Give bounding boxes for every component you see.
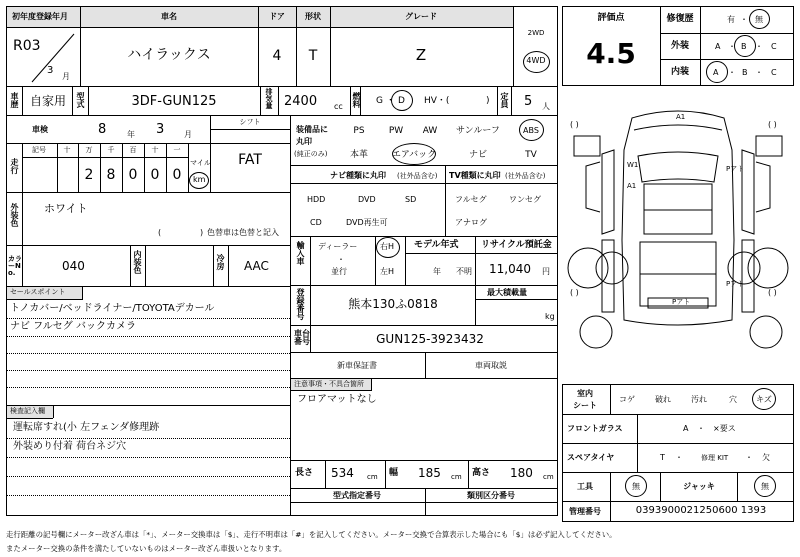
first-reg-label: 初年度登録年月 <box>12 12 68 21</box>
interior-c: C <box>771 68 777 77</box>
shape-label: 形状 <box>305 12 321 21</box>
diagram-bracket-bl: ( ) <box>570 288 579 297</box>
jack-value: 無 <box>761 482 769 491</box>
inspection-month-unit: 月 <box>184 130 192 139</box>
navi-type-note: (社外品含む) <box>397 172 438 180</box>
first-reg-month: 3 <box>47 65 54 76</box>
displacement-value: 2400 <box>284 94 318 109</box>
seat-item-2: 破れ <box>655 395 671 404</box>
footer-line-1: 走行距離の記号欄にメーター改ざん車は「*」、メーター交換車は「$」、走行不明車は「#」を記入してください。メーター交換で合算表示した場合にも「$」は必ず記入してください。 <box>6 530 617 539</box>
tv-type-note: (社外品含む) <box>505 172 546 180</box>
seat-item-4: 穴 <box>729 395 737 404</box>
drive-4wd: 4WD <box>526 56 546 65</box>
repair-label: 修復歴 <box>666 14 694 24</box>
diagram-a1-top: A1 <box>676 113 686 121</box>
diagram-bracket-br: ( ) <box>768 288 777 297</box>
inspection-label: 車検 <box>32 125 48 134</box>
interior-b: B <box>742 68 748 77</box>
diagram-w1: W1 <box>627 161 639 169</box>
fuel-hv: HV・( <box>424 96 450 106</box>
car-diagram <box>562 90 794 380</box>
fuel-dot: ・ <box>386 96 396 106</box>
navi-hdd: HDD <box>307 195 326 204</box>
fuel-label: 燃料 <box>352 92 361 108</box>
ac-label: 冷房 <box>216 254 225 270</box>
width-label: 幅 <box>389 468 399 478</box>
mileage-digit-5: 0 <box>172 167 182 183</box>
seat-label-1: 室内 <box>577 389 593 398</box>
capacity-value: 5 <box>524 94 533 109</box>
registration-label: 登録番号 <box>296 288 305 320</box>
repair-dot: ・ <box>740 15 748 24</box>
color-value: ホワイト <box>44 202 88 215</box>
equip-leather: 本革 <box>349 150 369 160</box>
mileage-digit-2: 8 <box>106 167 116 183</box>
mileage-digit-3: 0 <box>128 167 138 183</box>
score-label: 評価点 <box>597 13 625 23</box>
top-header-bg <box>7 7 513 27</box>
height-value: 180 <box>510 466 533 480</box>
mileage-col-5: 十 <box>151 146 159 154</box>
type-value: 3DF-GUN125 <box>131 94 217 109</box>
chassis-value: GUN125-3923432 <box>376 332 484 346</box>
interior-dot-1: ・ <box>728 68 736 77</box>
color-paren-open: ( <box>158 228 162 237</box>
equip-ps: PS <box>353 126 365 136</box>
import-right-h: 右H <box>380 242 395 251</box>
exterior-label: 外装 <box>670 41 690 51</box>
mileage-col-2: 万 <box>85 146 93 154</box>
manual-doc: 車両取説 <box>475 361 507 370</box>
model-name: ハイラックス <box>127 47 211 63</box>
notes-value: フロアマットなし <box>297 394 377 405</box>
glass-x: ×要ス <box>713 424 736 433</box>
inspection-year: 8 <box>98 122 107 137</box>
mileage-digit-1: 2 <box>84 167 94 183</box>
first-reg-month-unit: 月 <box>62 72 70 81</box>
notes-label: 注意事項・不具合箇所 <box>294 380 364 388</box>
height-label: 高さ <box>472 468 491 478</box>
sales-label: セールスポイント <box>10 288 66 296</box>
diagram-p-right-top: Pアト <box>726 165 745 173</box>
sales-line-1: トノカバー/ベッドライナー/TOYOTAデカール <box>10 303 215 314</box>
seat-item-5: キズ <box>756 395 772 404</box>
exterior-dot-2: ・ <box>755 42 763 51</box>
width-cm: cm <box>451 473 462 481</box>
equip-airbag: エアバック <box>391 150 437 160</box>
inspector-line-1: 運転席すれ(小 左フェンダ修理跡 <box>13 422 160 433</box>
equipment-label-2: 丸印 <box>296 137 312 146</box>
interior-a: A <box>713 68 719 77</box>
height-cm: cm <box>543 473 554 481</box>
designation-label: 型式指定番号 <box>333 491 381 500</box>
grade-label: グレード <box>405 12 437 21</box>
fuel-d: D <box>398 96 405 106</box>
interior-dot-2: ・ <box>755 68 763 77</box>
inspection-year-unit: 年 <box>127 130 135 139</box>
glass-mid: ・ <box>697 424 705 433</box>
diagram-a1-side: A1 <box>627 182 637 190</box>
tv-analog: アナログ <box>455 218 487 227</box>
jack-label: ジャッキ <box>683 482 715 491</box>
mileage-col-3: 千 <box>107 146 115 154</box>
length-label: 長さ <box>295 468 314 478</box>
mileage-label: 走行 <box>10 158 19 174</box>
displacement-label: 排気量 <box>265 88 273 109</box>
mileage-col-4: 百 <box>129 146 137 154</box>
exterior-dot-1: ・ <box>728 42 736 51</box>
seat-item-1: コゲ <box>619 395 635 404</box>
recycle-yen: 円 <box>542 267 550 276</box>
repair-yes: 有 <box>727 15 735 24</box>
import-label: 輸入車 <box>296 241 305 265</box>
equip-navi: ナビ <box>468 150 488 160</box>
mileage-col-1: 十 <box>63 146 71 154</box>
navi-sd: SD <box>405 195 417 204</box>
ac-value: AAC <box>244 259 269 273</box>
exterior-c: C <box>771 42 777 51</box>
model-year-unit: 年 <box>433 267 441 276</box>
seat-item-3: 汚れ <box>691 395 707 404</box>
equip-abs: ABS <box>523 126 539 135</box>
cc-unit: cc <box>334 102 343 111</box>
category-label: 類別区分番号 <box>467 491 515 500</box>
import-dot: ・ <box>337 255 345 264</box>
mileage-digit-4: 0 <box>150 167 160 183</box>
recycle-value: 11,040 <box>489 262 531 276</box>
shift-value: FAT <box>238 152 262 168</box>
inspector-label: 検査記入欄 <box>10 407 45 415</box>
exterior-b: B <box>741 42 747 51</box>
model-name-label: 車名 <box>161 12 177 21</box>
spare-label: スペアタイヤ <box>567 453 615 462</box>
spare-dot: ・ <box>745 453 753 462</box>
max-load-kg: kg <box>545 312 555 321</box>
mileage-km: km <box>193 175 206 184</box>
footer-line-2: またメーター交換の条件を満たしていないものはメーター改ざん車扱いとなります。 <box>6 544 287 553</box>
tools-label: 工具 <box>577 482 593 491</box>
tools-value: 無 <box>632 482 640 491</box>
navi-dvd-play: DVD再生可 <box>346 218 388 227</box>
color-note: 色替車は色替と記入 <box>207 228 279 237</box>
color-no-label: カラーNo. <box>8 255 22 277</box>
use-value: 自家用 <box>30 94 67 108</box>
glass-a: A <box>683 424 689 433</box>
tv-oneseg: ワンセグ <box>509 195 541 204</box>
chassis-label: 車台番号 <box>294 329 310 346</box>
fuel-paren: ) <box>486 96 490 106</box>
import-dealer: ディーラー <box>318 242 358 251</box>
model-year-unknown: 不明 <box>456 267 472 276</box>
navi-dvd: DVD <box>358 195 376 204</box>
spare-kit: 修理 KIT <box>701 454 729 462</box>
spare-none: 欠 <box>762 453 770 462</box>
seat-label-2: シート <box>573 401 597 410</box>
navi-type-label: ナビ種類に丸印 <box>330 171 386 180</box>
equip-sunroof: サンルーフ <box>456 126 500 136</box>
warranty-doc: 新車保証書 <box>337 361 377 370</box>
glass-label: フロントガラス <box>567 424 623 433</box>
tv-type-label: TV種類に丸印 <box>449 171 501 180</box>
drive-2wd: 2WD <box>527 29 545 37</box>
exterior-a: A <box>715 42 721 51</box>
diagram-p-right-bottom: Pアト <box>726 280 745 288</box>
mileage-col-6: 一 <box>173 146 181 154</box>
color-no-value: 040 <box>62 259 85 273</box>
diagram-bracket-tl: ( ) <box>570 120 579 129</box>
navi-cd: CD <box>310 218 322 227</box>
length-value: 534 <box>331 466 354 480</box>
tv-fullseg: フルセグ <box>455 195 487 204</box>
width-value: 185 <box>418 466 441 480</box>
max-load-label: 最大積載量 <box>487 288 527 297</box>
equipment-label-3: (純正のみ) <box>294 150 328 158</box>
first-reg-era: R03 <box>13 38 41 54</box>
equipment-label-1: 装備品に <box>296 125 328 134</box>
type-label: 型式 <box>76 92 85 108</box>
length-cm: cm <box>367 473 378 481</box>
equip-pw: PW <box>388 126 404 136</box>
score-value: 4.5 <box>586 37 636 70</box>
interior-color-label: 内装色 <box>133 250 142 274</box>
mgmt-label: 管理番号 <box>569 507 601 516</box>
recycle-label: リサイクル預託金 <box>481 240 552 250</box>
color-paren-close: ) <box>200 228 204 237</box>
interior-label: 内装 <box>670 67 690 77</box>
person-unit: 人 <box>542 102 550 111</box>
model-year-label: モデル年式 <box>414 240 459 250</box>
inspector-line-2: 外装めり付着 荷台ネジ穴 <box>13 441 127 452</box>
fuel-g: G <box>376 96 383 106</box>
shift-label: シフト <box>239 118 261 126</box>
color-label: 外装色 <box>10 203 19 227</box>
equip-tv: TV <box>525 150 537 160</box>
diagram-p-rear: Pアト <box>672 298 691 306</box>
use-label: 車歴 <box>10 92 19 108</box>
shape-value: T <box>308 48 318 64</box>
registration-value: 熊本130ふ0818 <box>348 297 438 311</box>
inspection-month: 3 <box>156 122 165 137</box>
doors-label: ドア <box>269 12 285 21</box>
mgmt-value: 0393900021250600 1393 <box>635 505 767 516</box>
equip-aw: AW <box>422 126 438 136</box>
sales-line-2: ナビ フルセグ バックカメラ <box>10 321 136 332</box>
import-left-h: 左H <box>380 267 395 276</box>
mileage-mile-label: マイル <box>190 159 211 167</box>
doors-value: 4 <box>272 48 282 64</box>
diagram-bracket-tr: ( ) <box>768 120 777 129</box>
capacity-label: 定員 <box>500 92 509 108</box>
import-parallel: 並行 <box>331 267 347 276</box>
mileage-symbol-label: 記号 <box>32 146 46 154</box>
grade-value: Z <box>415 46 427 64</box>
repair-no: 無 <box>755 15 763 24</box>
spare-t: T <box>660 453 665 462</box>
spare-mid: ・ <box>675 453 683 462</box>
